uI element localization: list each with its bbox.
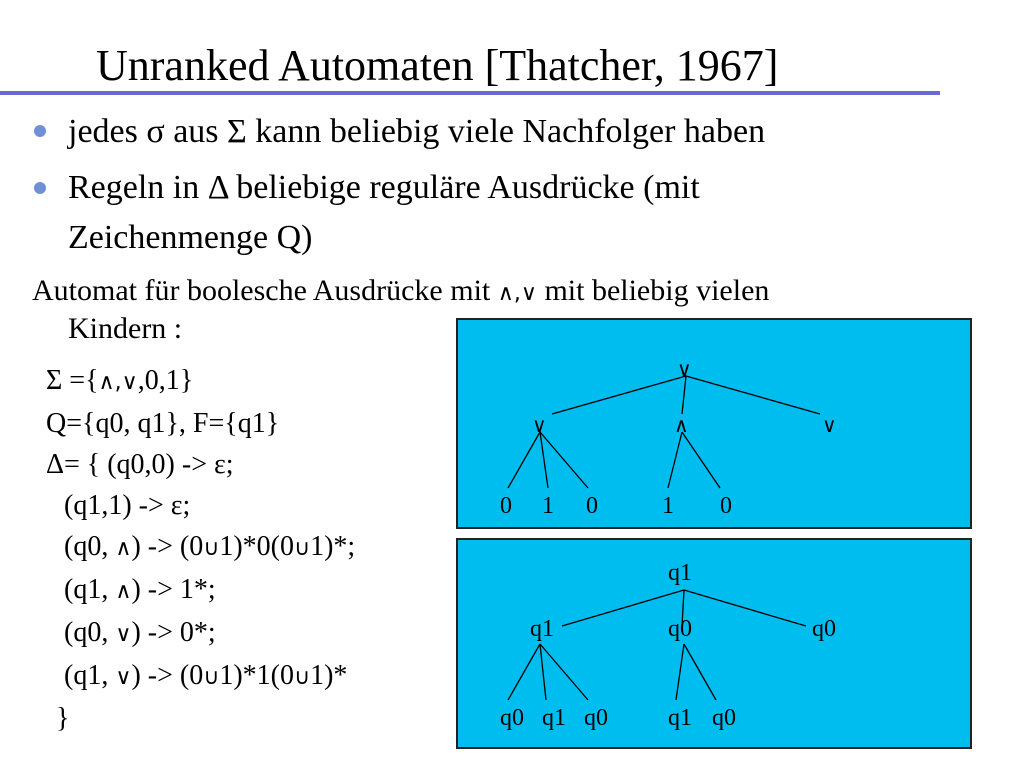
tree-node-state: q1 xyxy=(530,616,554,642)
rule-text: ) -> (0 xyxy=(131,660,204,691)
automaton-spec xyxy=(46,360,355,739)
spec-close-brace: } xyxy=(56,703,70,734)
rule-text: 1)*0(0 xyxy=(219,531,294,562)
rule-text: 1)*; xyxy=(310,531,356,562)
rule-text: ) -> (0 xyxy=(131,531,204,562)
tree-edge xyxy=(684,644,716,700)
tree-node-or: ∨ xyxy=(822,413,837,437)
tree-edge xyxy=(552,376,686,414)
tree-edges xyxy=(508,376,820,488)
rule-text: (q0, xyxy=(64,531,116,562)
bullet-item-1: jedes σ aus Σ kann beliebig viele Nachfolger haben xyxy=(68,113,766,150)
tree-leaf-state: q0 xyxy=(712,705,736,731)
spec-sigma-open: Σ ={ xyxy=(46,365,99,396)
bullet-marker xyxy=(34,182,46,194)
spec-states: Q={q0, q1}, F={q1} xyxy=(46,408,280,439)
spec-rule-4 xyxy=(46,612,355,655)
and-symbol: ∧ xyxy=(115,536,132,561)
bullet-marker xyxy=(34,125,46,137)
tree-edge xyxy=(682,376,686,414)
tree-edge xyxy=(676,644,684,700)
tree-node-state: q0 xyxy=(812,616,836,642)
rule-text: (q1, xyxy=(64,574,116,605)
tree-edge xyxy=(562,590,684,626)
expression-tree xyxy=(458,320,974,531)
union-symbol: ∪ xyxy=(203,536,220,561)
tree-edge xyxy=(682,432,720,488)
intro-text-continued: Kindern : xyxy=(68,312,183,345)
spec-sigma xyxy=(46,360,355,403)
tree-leaf-state: q0 xyxy=(584,705,608,731)
tree-edge xyxy=(540,644,546,700)
tree-edges xyxy=(508,590,806,700)
rule-text: 1)* xyxy=(310,660,348,691)
run-tree-panel xyxy=(456,538,972,749)
intro-text xyxy=(32,272,769,313)
and-symbol: ∧ xyxy=(115,579,132,604)
spec-rule-3 xyxy=(46,569,355,612)
bullet-item-2: Regeln in Δ beliebige reguläre Ausdrücke (mit xyxy=(68,169,700,206)
tree-edge xyxy=(540,644,588,700)
bullet-item-2-continued: Zeichenmenge Q) xyxy=(68,219,313,256)
rule-text: ) -> 0*; xyxy=(131,617,216,648)
slide-title: Unranked Automaten [Thatcher, 1967] xyxy=(96,41,779,90)
tree-edge xyxy=(508,644,540,700)
union-symbol: ∪ xyxy=(293,665,311,690)
spec-rule-5 xyxy=(46,655,355,698)
spec-rule-2 xyxy=(46,526,355,569)
and-or-symbols: ∧,∨ xyxy=(497,281,537,306)
rule-text: (q1, xyxy=(64,660,116,691)
tree-leaf-state: q0 xyxy=(500,705,524,731)
tree-node-state: q0 xyxy=(668,616,692,642)
spec-sigma-close: ,0,1} xyxy=(137,365,194,396)
spec-rule-1: (q1,1) -> ε; xyxy=(64,490,191,521)
tree-leaf-state: q1 xyxy=(668,705,692,731)
tree-edge xyxy=(684,590,806,626)
tree-node-and: ∧ xyxy=(674,413,689,437)
tree-leaf: 1 xyxy=(662,493,674,519)
tree-edge xyxy=(668,432,682,488)
spec-delta: Δ= { (q0,0) -> ε; xyxy=(46,449,234,480)
intro-prefix: Automat für boolesche Ausdrücke mit xyxy=(32,274,498,307)
spec-sigma-ops: ∧,∨ xyxy=(98,370,138,395)
tree-leaf: 1 xyxy=(542,493,554,519)
tree-node-or: ∨ xyxy=(532,413,547,437)
union-symbol: ∪ xyxy=(203,665,220,690)
expression-tree-panel xyxy=(456,318,972,529)
or-symbol: ∨ xyxy=(115,622,132,647)
run-tree xyxy=(458,540,974,751)
tree-root-state: q1 xyxy=(668,560,692,586)
or-symbol: ∨ xyxy=(115,665,132,690)
rule-text: ) -> 1*; xyxy=(131,574,216,605)
tree-root-or: ∨ xyxy=(677,357,692,381)
rule-text: (q0, xyxy=(64,617,116,648)
intro-suffix: mit beliebig vielen xyxy=(536,274,770,307)
tree-leaf-state: q1 xyxy=(542,705,566,731)
tree-leaf: 0 xyxy=(720,493,732,519)
rule-text: 1)*1(0 xyxy=(219,660,294,691)
tree-leaf: 0 xyxy=(500,493,512,519)
tree-edge xyxy=(508,432,540,488)
tree-leaf: 0 xyxy=(586,493,598,519)
union-symbol: ∪ xyxy=(293,536,311,561)
title-divider xyxy=(0,91,940,95)
tree-edge xyxy=(686,376,820,414)
